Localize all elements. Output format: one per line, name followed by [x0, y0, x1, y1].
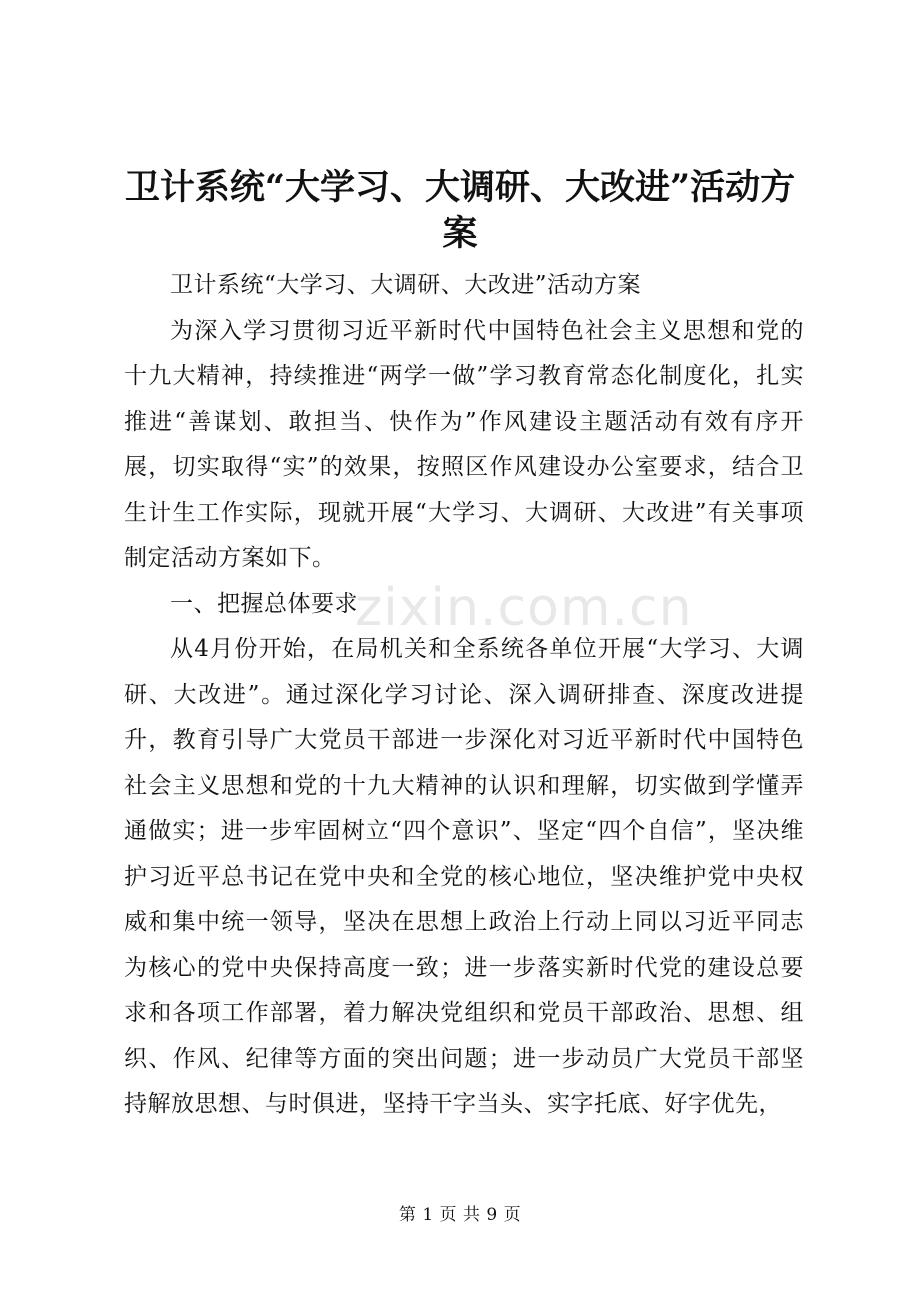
page-footer: 第 1 页 共 9 页 — [398, 1205, 522, 1225]
paragraph-subtitle: 卫计系统“大学习、大调研、大改进”活动方案 — [170, 272, 642, 298]
paragraph-intro: 为深入学习贯彻习近平新时代中国特色社会主义思想和党的十九大精神，持续推进“两学一做”学习教育常态化制度化，扎实推进“善谋划、敢担当、快作为”作风建设主题活动有效有序开展，切实取得“实”的效果，按照区作风建设办公室要求，结合卫生计生工作实际，现就开展“大学习、大调研、大改进”有关事项制定活动方案如下。 — [124, 317, 804, 571]
document-title-line-2: 案 — [442, 213, 478, 254]
paragraph-requirements: 从4月份开始，在局机关和全系统各单位开展“大学习、大调研、大改进”。通过深化学习讨论、深入调研排查、深度改进提升，教育引导广大党员干部进一步深化对习近平新时代中国特色社会主义思想和党的十九大精神的认识和理解，切实做到学懂弄通做实；进一步牢固树立“四个意识”、坚定“四个自信”，坚决维护习近平总书记在党中央和全党的核心地位，坚决维护党中央权威和集中统一领导，坚决在思想上政治上行动上同以习近平同志为核心的党中央保持高度一致；进一步落实新时代党的建设总要求和各项工作部署，着力解决党组织和党员干部政治、思想、组织、作风、纪律等方面的突出问题；进一步动员广大党员干部坚持解放思想、与时俱进，坚持干字当头、实字托底、好字优先， — [124, 636, 804, 1117]
document-body — [124, 263, 804, 1128]
watermark: zixin.com.cn — [355, 578, 693, 638]
section-heading: 一、把握总体要求 — [170, 590, 358, 617]
document-title-line-1: 卫计系统“大学习、大调研、大改进”活动方 — [124, 167, 796, 208]
